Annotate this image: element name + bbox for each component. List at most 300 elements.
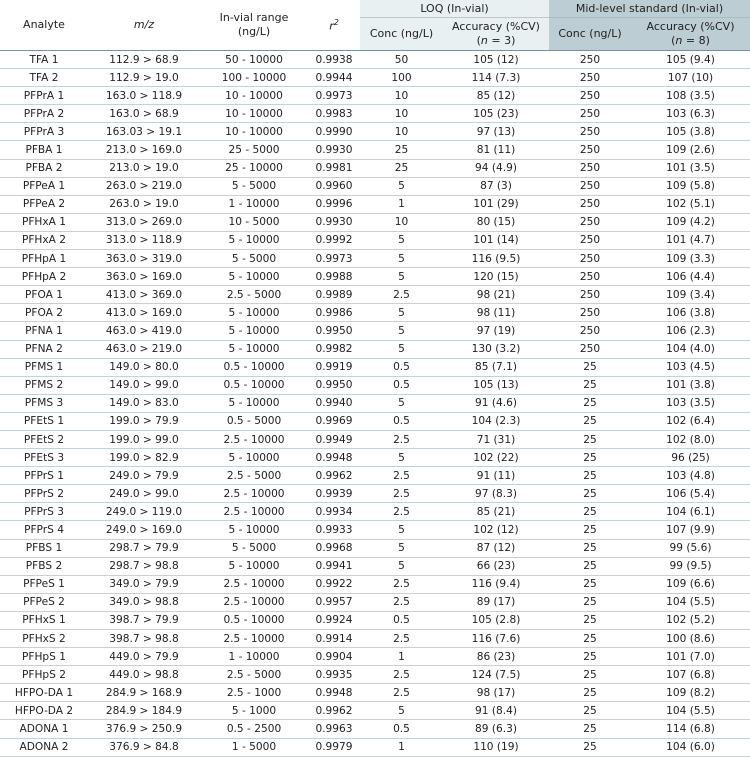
cell-r-squared: 0.9992 [308, 231, 360, 249]
cell-loq-accuracy: 86 (23) [443, 648, 549, 666]
cell-in-vial-range: 5 - 10000 [200, 322, 308, 340]
table-row [0, 394, 750, 412]
table-row [0, 467, 750, 485]
cell-loq-accuracy: 91 (8.4) [443, 702, 549, 720]
cell-mz: 149.0 > 80.0 [88, 358, 200, 376]
table-row [0, 738, 750, 756]
cell-in-vial-range: 5 - 10000 [200, 268, 308, 286]
cell-mid-accuracy: 109 (3.4) [631, 286, 750, 304]
cell-mid-accuracy: 109 (6.6) [631, 575, 750, 593]
cell-in-vial-range: 2.5 - 5000 [200, 286, 308, 304]
cell-mid-conc: 25 [549, 702, 631, 720]
cell-mid-conc: 250 [549, 250, 631, 268]
cell-loq-conc: 1 [360, 195, 443, 213]
cell-loq-conc: 10 [360, 123, 443, 141]
cell-mid-conc: 250 [549, 87, 631, 105]
cell-loq-accuracy: 85 (12) [443, 87, 549, 105]
cell-r-squared: 0.9939 [308, 485, 360, 503]
cell-analyte: PFPeA 2 [0, 195, 88, 213]
cell-analyte: PFHxA 2 [0, 231, 88, 249]
cell-loq-accuracy: 91 (4.6) [443, 394, 549, 412]
cell-loq-conc: 50 [360, 51, 443, 69]
cell-loq-conc: 100 [360, 69, 443, 87]
table-header [0, 0, 750, 51]
table-row [0, 358, 750, 376]
cell-r-squared: 0.9948 [308, 684, 360, 702]
header-mid-conc: Conc (ng/L) [549, 18, 631, 51]
cell-loq-accuracy: 94 (4.9) [443, 159, 549, 177]
cell-mid-accuracy: 102 (5.1) [631, 195, 750, 213]
cell-r-squared: 0.9962 [308, 467, 360, 485]
cell-in-vial-range: 1 - 10000 [200, 195, 308, 213]
cell-analyte: PFHxS 1 [0, 611, 88, 629]
cell-r-squared: 0.9986 [308, 304, 360, 322]
cell-loq-accuracy: 102 (22) [443, 449, 549, 467]
cell-loq-accuracy: 66 (23) [443, 557, 549, 575]
cell-in-vial-range: 10 - 10000 [200, 105, 308, 123]
cell-r-squared: 0.9935 [308, 666, 360, 684]
cell-mid-accuracy: 101 (4.7) [631, 231, 750, 249]
cell-r-squared: 0.9948 [308, 449, 360, 467]
cell-mid-accuracy: 101 (3.8) [631, 376, 750, 394]
cell-mz: 249.0 > 119.0 [88, 503, 200, 521]
cell-in-vial-range: 5 - 10000 [200, 394, 308, 412]
cell-mid-conc: 250 [549, 105, 631, 123]
header-r2-base: r [329, 19, 334, 33]
cell-mid-accuracy: 102 (5.2) [631, 611, 750, 629]
cell-mz: 263.0 > 19.0 [88, 195, 200, 213]
cell-mid-conc: 25 [549, 575, 631, 593]
header-mid-acc-line1: Accuracy (%CV) [646, 20, 735, 33]
cell-mz: 163.03 > 19.1 [88, 123, 200, 141]
cell-loq-conc: 0.5 [360, 376, 443, 394]
cell-mz: 213.0 > 19.0 [88, 159, 200, 177]
cell-in-vial-range: 5 - 5000 [200, 177, 308, 195]
header-in-vial-range [200, 0, 308, 51]
cell-r-squared: 0.9904 [308, 648, 360, 666]
cell-r-squared: 0.9922 [308, 575, 360, 593]
cell-in-vial-range: 5 - 10000 [200, 449, 308, 467]
cell-mid-accuracy: 114 (6.8) [631, 720, 750, 738]
cell-in-vial-range: 2.5 - 5000 [200, 467, 308, 485]
cell-analyte: PFBA 1 [0, 141, 88, 159]
cell-mid-conc: 250 [549, 304, 631, 322]
cell-loq-conc: 5 [360, 539, 443, 557]
header-loq-acc-paren-open: ( [476, 34, 481, 47]
header-mid-acc-paren-open: ( [671, 34, 676, 47]
cell-loq-accuracy: 116 (9.5) [443, 250, 549, 268]
cell-mid-conc: 250 [549, 51, 631, 69]
cell-mz: 313.0 > 118.9 [88, 231, 200, 249]
cell-mz: 298.7 > 98.8 [88, 557, 200, 575]
cell-mid-conc: 250 [549, 123, 631, 141]
table-row [0, 195, 750, 213]
cell-mz: 463.0 > 219.0 [88, 340, 200, 358]
cell-mz: 363.0 > 169.0 [88, 268, 200, 286]
cell-mid-accuracy: 100 (8.6) [631, 630, 750, 648]
cell-mid-conc: 25 [549, 738, 631, 756]
cell-loq-conc: 2.5 [360, 666, 443, 684]
cell-mid-conc: 25 [549, 503, 631, 521]
cell-mid-conc: 25 [549, 376, 631, 394]
cell-r-squared: 0.9960 [308, 177, 360, 195]
cell-mid-accuracy: 105 (9.4) [631, 51, 750, 69]
cell-loq-accuracy: 110 (19) [443, 738, 549, 756]
cell-r-squared: 0.9941 [308, 557, 360, 575]
table-row [0, 322, 750, 340]
cell-mid-accuracy: 106 (4.4) [631, 268, 750, 286]
table-row [0, 51, 750, 69]
cell-in-vial-range: 5 - 10000 [200, 231, 308, 249]
cell-mz: 249.0 > 99.0 [88, 485, 200, 503]
cell-mz: 413.0 > 369.0 [88, 286, 200, 304]
cell-in-vial-range: 5 - 10000 [200, 557, 308, 575]
cell-mid-conc: 250 [549, 213, 631, 231]
cell-loq-conc: 2.5 [360, 503, 443, 521]
cell-in-vial-range: 10 - 5000 [200, 213, 308, 231]
cell-mz: 112.9 > 68.9 [88, 51, 200, 69]
cell-mid-conc: 250 [549, 141, 631, 159]
cell-analyte: PFBS 1 [0, 539, 88, 557]
cell-mz: 263.0 > 219.0 [88, 177, 200, 195]
table-row [0, 539, 750, 557]
cell-analyte: PFEtS 3 [0, 449, 88, 467]
cell-mid-conc: 25 [549, 394, 631, 412]
cell-loq-accuracy: 97 (13) [443, 123, 549, 141]
cell-in-vial-range: 25 - 10000 [200, 159, 308, 177]
cell-mid-accuracy: 107 (6.8) [631, 666, 750, 684]
cell-analyte: PFBA 2 [0, 159, 88, 177]
cell-r-squared: 0.9957 [308, 593, 360, 611]
cell-in-vial-range: 2.5 - 10000 [200, 593, 308, 611]
header-mid-acc-n: n [675, 34, 683, 47]
cell-mid-conc: 250 [549, 69, 631, 87]
cell-in-vial-range: 2.5 - 10000 [200, 503, 308, 521]
cell-analyte: HFPO-DA 1 [0, 684, 88, 702]
cell-loq-accuracy: 102 (12) [443, 521, 549, 539]
header-r-squared [308, 0, 360, 51]
cell-loq-conc: 0.5 [360, 412, 443, 430]
cell-loq-conc: 10 [360, 105, 443, 123]
cell-mid-accuracy: 101 (3.5) [631, 159, 750, 177]
cell-in-vial-range: 2.5 - 5000 [200, 666, 308, 684]
cell-mz: 199.0 > 82.9 [88, 449, 200, 467]
cell-mid-conc: 25 [549, 485, 631, 503]
table-row [0, 69, 750, 87]
cell-loq-conc: 10 [360, 213, 443, 231]
cell-in-vial-range: 5 - 10000 [200, 340, 308, 358]
cell-mid-conc: 25 [549, 720, 631, 738]
table-row [0, 286, 750, 304]
cell-loq-accuracy: 116 (9.4) [443, 575, 549, 593]
cell-analyte: PFPrS 1 [0, 467, 88, 485]
cell-mid-conc: 25 [549, 467, 631, 485]
cell-analyte: PFHxS 2 [0, 630, 88, 648]
cell-mid-conc: 250 [549, 340, 631, 358]
cell-mz: 249.0 > 169.0 [88, 521, 200, 539]
cell-r-squared: 0.9996 [308, 195, 360, 213]
cell-in-vial-range: 10 - 10000 [200, 87, 308, 105]
cell-loq-accuracy: 81 (11) [443, 141, 549, 159]
cell-loq-conc: 0.5 [360, 358, 443, 376]
cell-mid-accuracy: 106 (5.4) [631, 485, 750, 503]
cell-loq-conc: 5 [360, 268, 443, 286]
cell-mid-accuracy: 104 (5.5) [631, 593, 750, 611]
cell-r-squared: 0.9950 [308, 322, 360, 340]
cell-mz: 298.7 > 79.9 [88, 539, 200, 557]
cell-loq-accuracy: 105 (2.8) [443, 611, 549, 629]
cell-r-squared: 0.9990 [308, 123, 360, 141]
cell-mid-accuracy: 109 (8.2) [631, 684, 750, 702]
cell-r-squared: 0.9919 [308, 358, 360, 376]
cell-mid-conc: 25 [549, 611, 631, 629]
cell-mz: 349.0 > 79.9 [88, 575, 200, 593]
cell-loq-conc: 5 [360, 177, 443, 195]
cell-mid-conc: 25 [549, 358, 631, 376]
cell-loq-conc: 2.5 [360, 684, 443, 702]
cell-mid-conc: 250 [549, 231, 631, 249]
table-row [0, 611, 750, 629]
table-row [0, 250, 750, 268]
cell-mid-conc: 25 [549, 521, 631, 539]
cell-analyte: PFMS 1 [0, 358, 88, 376]
cell-r-squared: 0.9963 [308, 720, 360, 738]
cell-mid-conc: 25 [549, 430, 631, 448]
cell-in-vial-range: 5 - 1000 [200, 702, 308, 720]
cell-loq-conc: 2.5 [360, 630, 443, 648]
cell-r-squared: 0.9950 [308, 376, 360, 394]
header-r2-sup: 2 [333, 18, 339, 28]
cell-analyte: PFBS 2 [0, 557, 88, 575]
cell-loq-accuracy: 130 (3.2) [443, 340, 549, 358]
cell-analyte: PFEtS 1 [0, 412, 88, 430]
cell-loq-conc: 5 [360, 304, 443, 322]
table-row [0, 720, 750, 738]
cell-loq-conc: 2.5 [360, 430, 443, 448]
cell-loq-accuracy: 98 (17) [443, 684, 549, 702]
cell-r-squared: 0.9949 [308, 430, 360, 448]
cell-analyte: PFPeS 2 [0, 593, 88, 611]
cell-loq-accuracy: 120 (15) [443, 268, 549, 286]
header-mid-accuracy [631, 18, 750, 51]
table-row [0, 123, 750, 141]
table-row [0, 557, 750, 575]
cell-loq-conc: 0.5 [360, 720, 443, 738]
cell-loq-accuracy: 91 (11) [443, 467, 549, 485]
cell-loq-conc: 2.5 [360, 286, 443, 304]
cell-r-squared: 0.9930 [308, 213, 360, 231]
cell-analyte: PFPrS 3 [0, 503, 88, 521]
cell-mid-accuracy: 99 (5.6) [631, 539, 750, 557]
cell-mz: 398.7 > 79.9 [88, 611, 200, 629]
cell-r-squared: 0.9944 [308, 69, 360, 87]
cell-mid-accuracy: 96 (25) [631, 449, 750, 467]
cell-r-squared: 0.9940 [308, 394, 360, 412]
cell-mid-conc: 25 [549, 593, 631, 611]
cell-analyte: PFPrA 3 [0, 123, 88, 141]
table-row [0, 87, 750, 105]
cell-loq-accuracy: 101 (29) [443, 195, 549, 213]
cell-mz: 398.7 > 98.8 [88, 630, 200, 648]
cell-in-vial-range: 0.5 - 5000 [200, 412, 308, 430]
cell-in-vial-range: 2.5 - 1000 [200, 684, 308, 702]
header-loq-accuracy [443, 18, 549, 51]
cell-r-squared: 0.9969 [308, 412, 360, 430]
cell-r-squared: 0.9989 [308, 286, 360, 304]
table-row [0, 503, 750, 521]
cell-in-vial-range: 0.5 - 2500 [200, 720, 308, 738]
header-loq-acc-n: n [480, 34, 488, 47]
header-analyte: Analyte [0, 0, 88, 51]
table-row [0, 485, 750, 503]
cell-mid-accuracy: 103 (3.5) [631, 394, 750, 412]
table-row [0, 159, 750, 177]
cell-in-vial-range: 5 - 10000 [200, 521, 308, 539]
cell-r-squared: 0.9988 [308, 268, 360, 286]
cell-mid-accuracy: 104 (6.1) [631, 503, 750, 521]
table-row [0, 702, 750, 720]
cell-mid-accuracy: 105 (3.8) [631, 123, 750, 141]
cell-in-vial-range: 2.5 - 10000 [200, 575, 308, 593]
cell-analyte: PFPeS 1 [0, 575, 88, 593]
cell-mz: 163.0 > 118.9 [88, 87, 200, 105]
cell-in-vial-range: 0.5 - 10000 [200, 376, 308, 394]
cell-analyte: PFEtS 2 [0, 430, 88, 448]
cell-loq-conc: 5 [360, 322, 443, 340]
cell-mid-accuracy: 109 (3.3) [631, 250, 750, 268]
cell-loq-accuracy: 85 (21) [443, 503, 549, 521]
cell-loq-accuracy: 89 (17) [443, 593, 549, 611]
cell-mz: 363.0 > 319.0 [88, 250, 200, 268]
table-row [0, 105, 750, 123]
header-range-line1: In-vial range [219, 11, 289, 24]
cell-analyte: HFPO-DA 2 [0, 702, 88, 720]
header-mz: m/z [88, 0, 200, 51]
cell-in-vial-range: 50 - 10000 [200, 51, 308, 69]
table-row [0, 412, 750, 430]
cell-in-vial-range: 25 - 5000 [200, 141, 308, 159]
cell-r-squared: 0.9914 [308, 630, 360, 648]
cell-mid-conc: 250 [549, 195, 631, 213]
cell-mz: 199.0 > 79.9 [88, 412, 200, 430]
cell-r-squared: 0.9930 [308, 141, 360, 159]
cell-mid-conc: 250 [549, 159, 631, 177]
cell-loq-accuracy: 101 (14) [443, 231, 549, 249]
cell-mid-conc: 25 [549, 666, 631, 684]
cell-mz: 163.0 > 68.9 [88, 105, 200, 123]
cell-mz: 313.0 > 269.0 [88, 213, 200, 231]
cell-mid-accuracy: 102 (8.0) [631, 430, 750, 448]
header-loq-conc: Conc (ng/L) [360, 18, 443, 51]
cell-analyte: PFPrS 2 [0, 485, 88, 503]
cell-mz: 213.0 > 169.0 [88, 141, 200, 159]
cell-in-vial-range: 1 - 5000 [200, 738, 308, 756]
cell-in-vial-range: 2.5 - 10000 [200, 430, 308, 448]
cell-mid-accuracy: 107 (9.9) [631, 521, 750, 539]
cell-loq-conc: 2.5 [360, 593, 443, 611]
cell-r-squared: 0.9934 [308, 503, 360, 521]
cell-loq-conc: 2.5 [360, 575, 443, 593]
cell-loq-accuracy: 104 (2.3) [443, 412, 549, 430]
cell-loq-conc: 5 [360, 231, 443, 249]
table-row [0, 593, 750, 611]
cell-loq-accuracy: 98 (21) [443, 286, 549, 304]
cell-mid-accuracy: 109 (4.2) [631, 213, 750, 231]
cell-analyte: PFHxA 1 [0, 213, 88, 231]
cell-r-squared: 0.9981 [308, 159, 360, 177]
cell-in-vial-range: 0.5 - 10000 [200, 358, 308, 376]
header-range-line2: (ng/L) [237, 25, 271, 38]
cell-in-vial-range: 100 - 10000 [200, 69, 308, 87]
cell-analyte: TFA 1 [0, 51, 88, 69]
table-row [0, 630, 750, 648]
table-row [0, 684, 750, 702]
cell-mid-accuracy: 101 (7.0) [631, 648, 750, 666]
cell-mz: 199.0 > 99.0 [88, 430, 200, 448]
table-row [0, 575, 750, 593]
cell-mid-accuracy: 109 (2.6) [631, 141, 750, 159]
cell-r-squared: 0.9933 [308, 521, 360, 539]
cell-mid-accuracy: 103 (4.5) [631, 358, 750, 376]
header-mid-level-group: Mid-level standard (In-vial) [549, 0, 750, 18]
table-row [0, 648, 750, 666]
cell-analyte: PFPrA 1 [0, 87, 88, 105]
cell-loq-accuracy: 114 (7.3) [443, 69, 549, 87]
cell-loq-conc: 2.5 [360, 485, 443, 503]
cell-loq-accuracy: 97 (8.3) [443, 485, 549, 503]
table-row [0, 141, 750, 159]
cell-loq-accuracy: 87 (3) [443, 177, 549, 195]
cell-mz: 449.0 > 79.9 [88, 648, 200, 666]
cell-mid-accuracy: 109 (5.8) [631, 177, 750, 195]
cell-mid-accuracy: 103 (6.3) [631, 105, 750, 123]
cell-analyte: PFHpA 1 [0, 250, 88, 268]
cell-mid-conc: 25 [549, 557, 631, 575]
cell-r-squared: 0.9962 [308, 702, 360, 720]
cell-r-squared: 0.9982 [308, 340, 360, 358]
cell-mid-conc: 25 [549, 648, 631, 666]
cell-loq-accuracy: 116 (7.6) [443, 630, 549, 648]
cell-in-vial-range: 5 - 5000 [200, 539, 308, 557]
cell-mid-accuracy: 104 (4.0) [631, 340, 750, 358]
table-row [0, 231, 750, 249]
cell-mid-conc: 250 [549, 286, 631, 304]
cell-loq-conc: 25 [360, 159, 443, 177]
header-mid-acc-count: = 8) [682, 34, 710, 47]
cell-mid-conc: 25 [549, 630, 631, 648]
cell-loq-conc: 10 [360, 87, 443, 105]
cell-loq-accuracy: 87 (12) [443, 539, 549, 557]
cell-analyte: PFOA 1 [0, 286, 88, 304]
table-row [0, 376, 750, 394]
cell-mz: 249.0 > 79.9 [88, 467, 200, 485]
cell-loq-accuracy: 105 (23) [443, 105, 549, 123]
cell-in-vial-range: 1 - 10000 [200, 648, 308, 666]
table-row [0, 666, 750, 684]
cell-mid-accuracy: 106 (3.8) [631, 304, 750, 322]
cell-analyte: PFHpS 1 [0, 648, 88, 666]
table-body [0, 51, 750, 757]
cell-loq-accuracy: 89 (6.3) [443, 720, 549, 738]
table-row [0, 449, 750, 467]
table-row [0, 304, 750, 322]
cell-loq-conc: 5 [360, 557, 443, 575]
table-row [0, 340, 750, 358]
cell-analyte: PFHpA 2 [0, 268, 88, 286]
cell-loq-conc: 1 [360, 648, 443, 666]
cell-mz: 112.9 > 19.0 [88, 69, 200, 87]
cell-mz: 413.0 > 169.0 [88, 304, 200, 322]
